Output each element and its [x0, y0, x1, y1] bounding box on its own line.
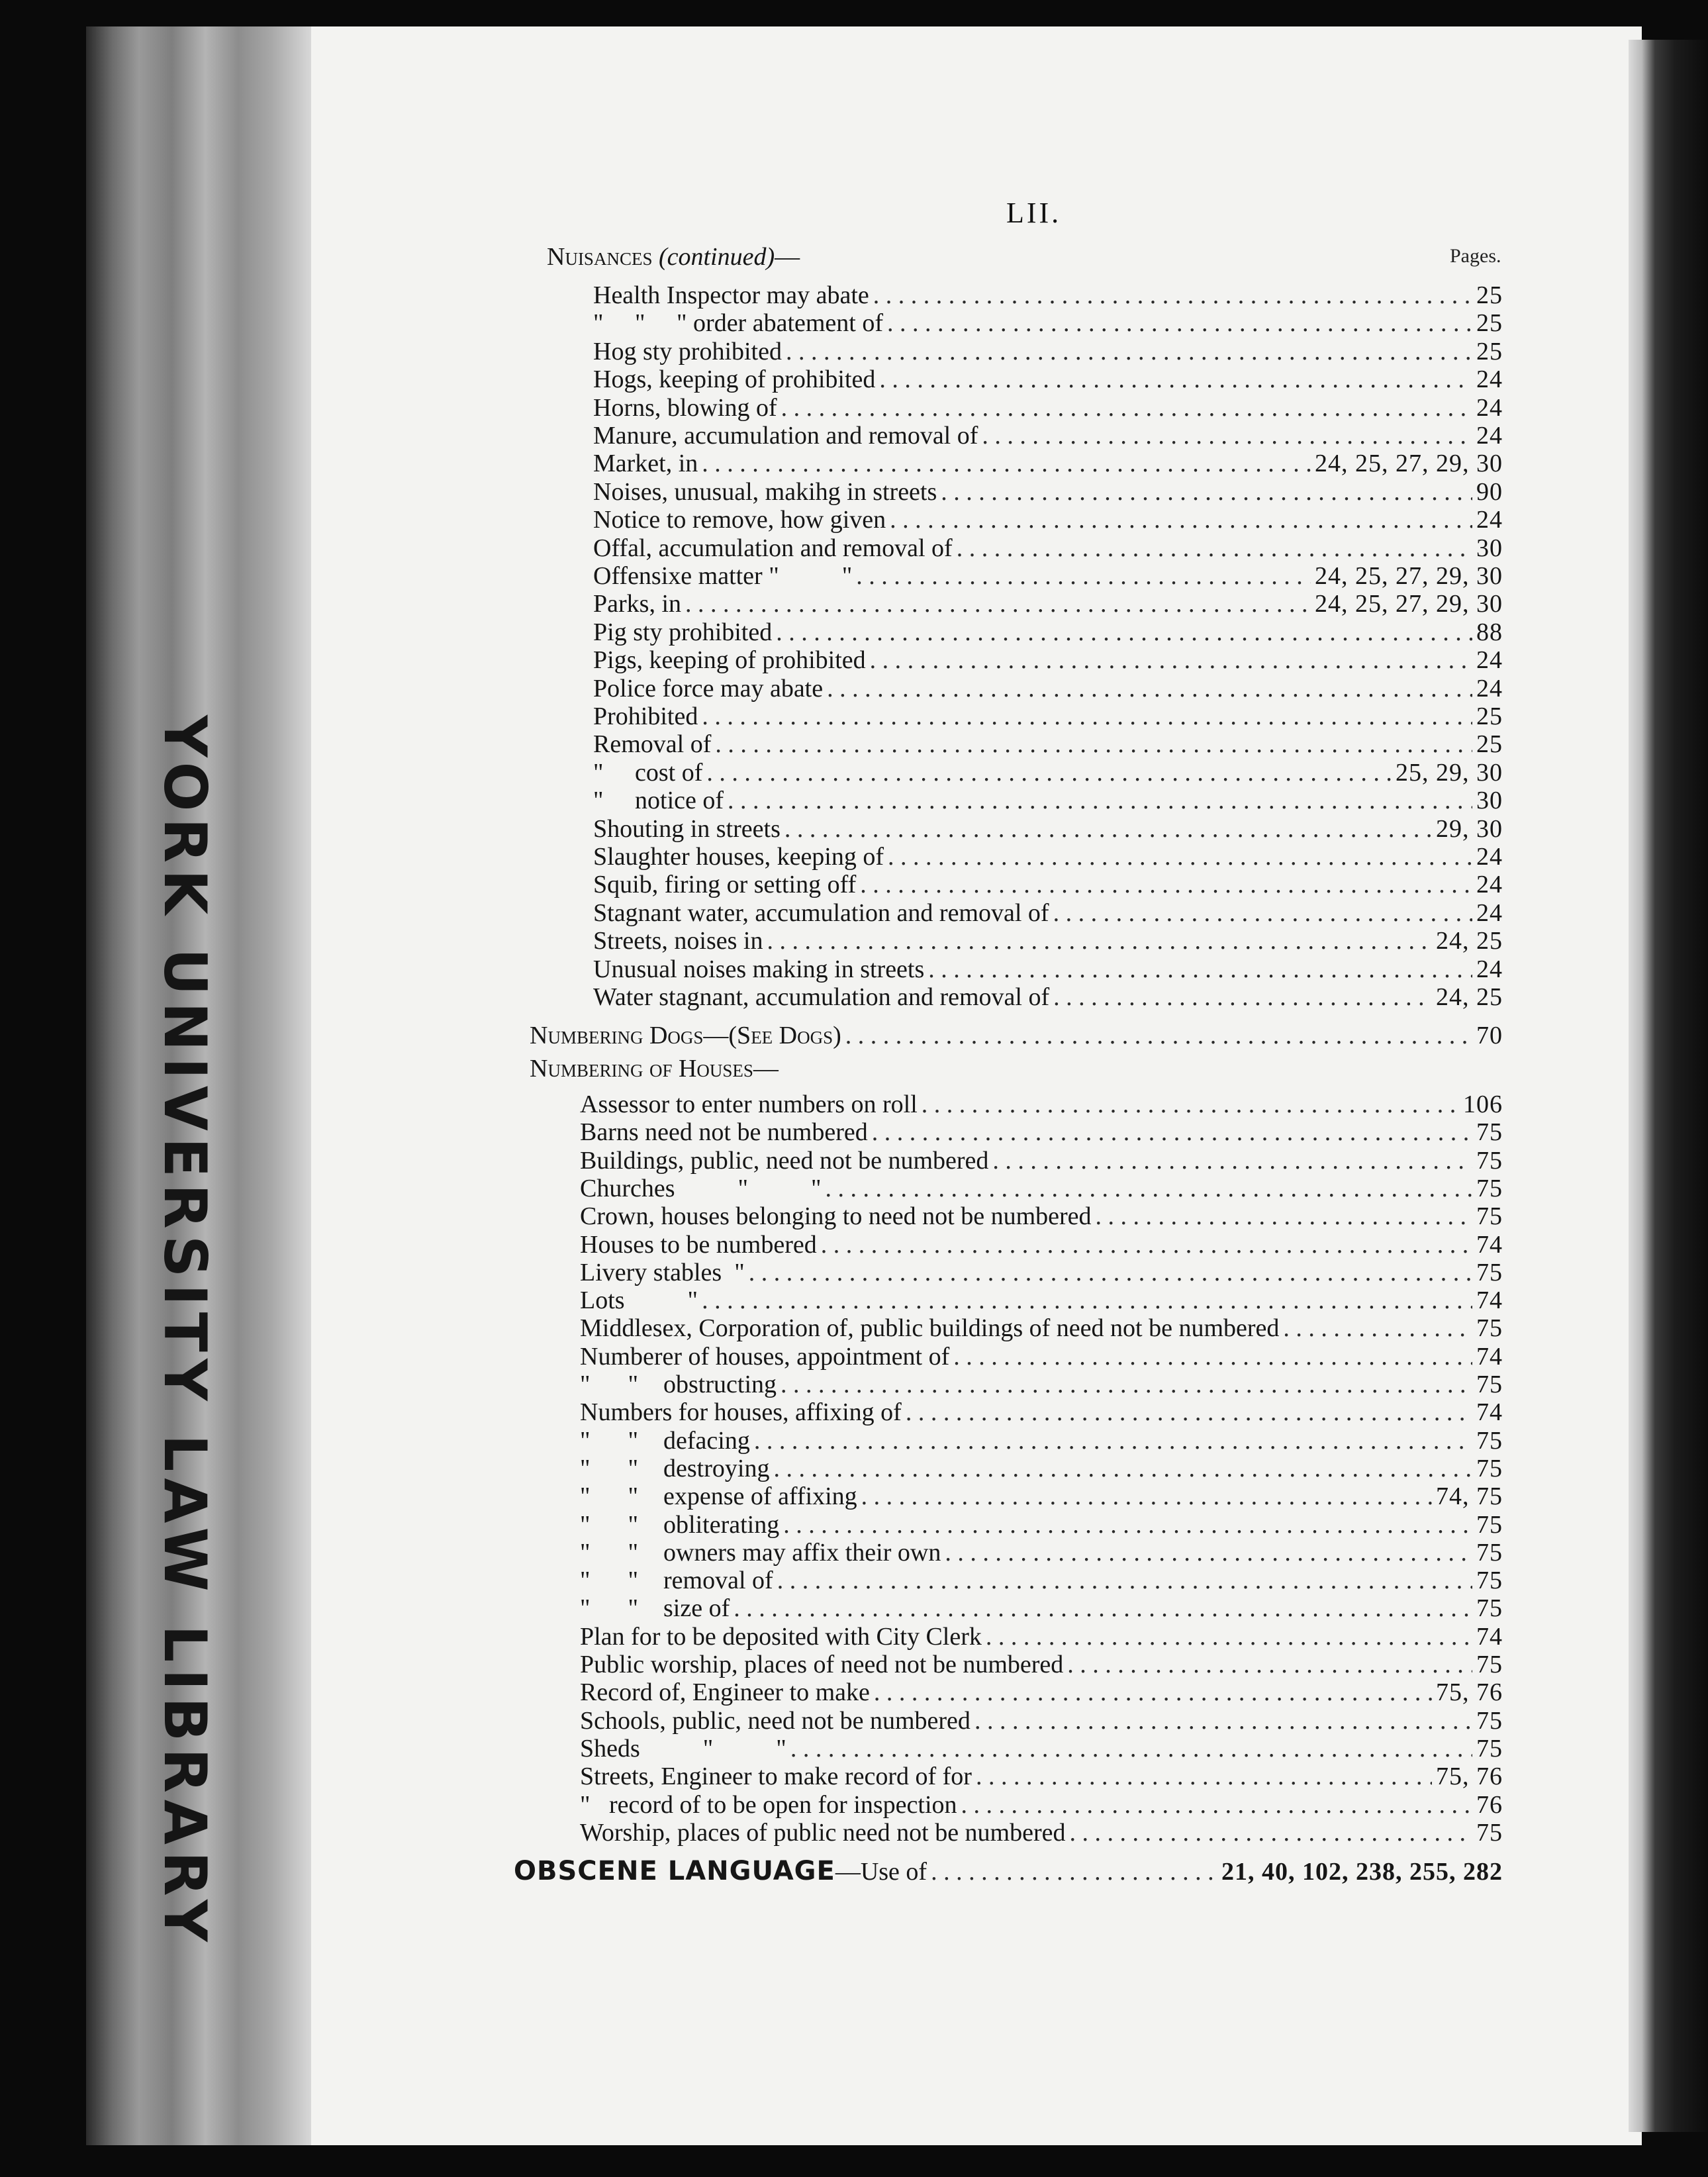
- index-entry: [580, 1426, 1503, 1455]
- leader-dots: [781, 393, 1472, 422]
- entry-text: Numbers for houses, affixing of: [580, 1398, 902, 1427]
- heading-continued: (continued): [658, 243, 775, 271]
- entry-pages: 74: [1476, 1398, 1503, 1427]
- index-entry: [580, 1286, 1503, 1315]
- leader-dots: [888, 842, 1472, 871]
- entry-pages: 74: [1476, 1230, 1503, 1259]
- entry-text: Pigs, keeping of prohibited: [593, 646, 866, 675]
- entry-pages: 75, 76: [1436, 1678, 1503, 1707]
- facing-page-edge: [1629, 40, 1708, 2132]
- index-entry: [580, 1314, 1503, 1343]
- entry-pages: 24, 25, 27, 29, 30: [1315, 590, 1503, 618]
- entry-pages: 24, 25: [1436, 927, 1503, 955]
- entry-pages: 25: [1476, 337, 1503, 365]
- index-entry: [593, 505, 1503, 534]
- leader-dots: [821, 1230, 1472, 1259]
- entry-pages: 24, 25, 27, 29, 30: [1315, 562, 1503, 590]
- leader-dots: [783, 1510, 1472, 1539]
- entry-pages: 25: [1476, 730, 1503, 759]
- leader-dots: [754, 1426, 1472, 1455]
- entry-pages: 24: [1476, 646, 1503, 675]
- leader-dots: [702, 1286, 1472, 1315]
- entry-pages: 25, 29, 30: [1396, 758, 1503, 787]
- leader-dots: [776, 618, 1472, 647]
- entry-text: " " owners may affix their own: [580, 1538, 941, 1567]
- entry-pages: 75: [1476, 1706, 1503, 1735]
- entry-pages: 24: [1476, 506, 1503, 534]
- leader-dots: [826, 1174, 1472, 1203]
- leader-dots: [845, 1021, 1472, 1050]
- index-entry: [580, 1734, 1503, 1763]
- index-entry: [593, 814, 1503, 844]
- entry-pages: 90: [1476, 477, 1503, 506]
- index-entry: [593, 702, 1503, 731]
- leader-dots: [749, 1258, 1472, 1287]
- entry-pages: 75: [1476, 1651, 1503, 1678]
- entry-text: " " obliterating: [580, 1510, 780, 1539]
- index-entry: [580, 1146, 1503, 1175]
- entry-pages: 25: [1476, 281, 1503, 309]
- index-entry: [593, 421, 1503, 450]
- entry-text: " notice of: [593, 787, 724, 815]
- index-entry: [580, 1454, 1503, 1483]
- index-entry: [580, 1650, 1503, 1679]
- entry-pages: 25: [1476, 309, 1503, 338]
- entry-pages: 30: [1476, 534, 1503, 562]
- leader-dots: [941, 477, 1472, 507]
- entry-pages: 75: [1476, 1454, 1503, 1482]
- entry-text: Unusual noises making in streets: [593, 955, 925, 983]
- entry-pages: 30: [1476, 787, 1503, 815]
- index-entry: [593, 337, 1503, 366]
- entry-pages: 75: [1476, 1202, 1503, 1231]
- entry-text: Numberer of houses, appointment of: [580, 1342, 950, 1371]
- entry-text: Slaughter houses, keeping of: [593, 843, 884, 871]
- entry-text: Notice to remove, how given: [593, 506, 886, 534]
- section-heading-nuisances: [547, 242, 800, 271]
- entry-pages: 74: [1476, 1286, 1503, 1315]
- index-entry: [593, 281, 1503, 310]
- entry-text: Health Inspector may abate: [593, 281, 869, 309]
- entry-pages: 21, 40, 102, 238, 255, 282: [1221, 1858, 1503, 1886]
- entry-text: Schools, public, need not be numbered: [580, 1706, 971, 1735]
- leader-dots: [992, 1146, 1472, 1175]
- entry-pages: 74: [1476, 1622, 1503, 1651]
- leader-dots: [1096, 1202, 1472, 1231]
- leader-dots: [1053, 983, 1432, 1012]
- entry-text: Horns, blowing of: [593, 393, 777, 422]
- entry-pages: 75: [1476, 1538, 1503, 1567]
- entry-pages: 25: [1476, 702, 1503, 730]
- index-entry: [580, 1678, 1503, 1707]
- leader-dots: [890, 505, 1472, 534]
- index-entry: [580, 1594, 1503, 1623]
- index-entry: [593, 983, 1503, 1012]
- entry-text: Crown, houses belonging to need not be numbered: [580, 1202, 1092, 1231]
- leader-dots: [1070, 1818, 1472, 1847]
- entry-text: " " size of: [580, 1594, 730, 1623]
- leader-dots: [861, 1482, 1432, 1511]
- index-entry: [580, 1482, 1503, 1511]
- obscene-heading: OBSCENE LANGUAGE: [514, 1856, 835, 1886]
- entry-pages: 70: [1476, 1022, 1503, 1049]
- index-entry: [593, 477, 1503, 507]
- entry-pages: 24: [1476, 843, 1503, 871]
- entry-pages: 74, 75: [1436, 1482, 1503, 1511]
- index-entry: [580, 1538, 1503, 1567]
- entry-text: Assessor to enter numbers on roll: [580, 1090, 918, 1118]
- index-entry: [580, 1790, 1503, 1819]
- leader-dots: [887, 309, 1472, 338]
- entry-text: Offensixe matter " ": [593, 562, 853, 590]
- entry-text: Streets, noises in: [593, 927, 763, 955]
- index-entry-obscene-language: [514, 1857, 1503, 1886]
- entry-pages: 75: [1476, 1594, 1503, 1623]
- entry-pages: 75: [1476, 1734, 1503, 1763]
- leader-dots: [767, 926, 1432, 955]
- leader-dots: [976, 1762, 1432, 1791]
- entry-text: Lots ": [580, 1286, 698, 1315]
- leader-dots: [860, 870, 1472, 899]
- entry-text: Houses to be numbered: [580, 1230, 817, 1259]
- leader-dots: [953, 1342, 1472, 1371]
- leader-dots: [784, 814, 1432, 844]
- index-entry: [593, 730, 1503, 759]
- entry-text: Middlesex, Corporation of, public buildings of need not be numbered: [580, 1314, 1280, 1343]
- index-entry: [580, 1510, 1503, 1539]
- entry-text: " " defacing: [580, 1426, 750, 1455]
- entry-pages: 24: [1476, 365, 1503, 394]
- index-entry: [593, 589, 1503, 618]
- index-entry: [593, 309, 1503, 338]
- leader-dots: [928, 955, 1472, 984]
- index-entry: [593, 674, 1503, 703]
- index-entry: [580, 1818, 1503, 1847]
- entry-pages: 75: [1476, 1371, 1503, 1398]
- leader-dots: [873, 281, 1472, 310]
- leader-dots: [874, 1678, 1432, 1707]
- leader-dots: [685, 589, 1311, 618]
- entry-pages: 75: [1476, 1146, 1503, 1175]
- index-entry: [593, 842, 1503, 871]
- heading-main: Nuisances: [547, 243, 653, 271]
- entry-text: " " expense of affixing: [580, 1482, 857, 1511]
- heading-dash: —: [775, 243, 800, 271]
- entry-text: Worship, places of public need not be numbered: [580, 1818, 1066, 1847]
- entry-text: Hogs, keeping of prohibited: [593, 365, 876, 394]
- entry-text: Parks, in: [593, 590, 681, 618]
- index-entry: [580, 1706, 1503, 1735]
- leader-dots: [872, 1118, 1472, 1147]
- entry-pages: 24: [1476, 393, 1503, 422]
- index-entry: [593, 534, 1503, 563]
- index-entry: [593, 926, 1503, 955]
- entry-text: Streets, Engineer to make record of for: [580, 1763, 972, 1791]
- entry-pages: 75: [1476, 1118, 1503, 1147]
- entry-text: Hog sty prohibited: [593, 337, 782, 365]
- entry-text: " " obstructing: [580, 1371, 777, 1398]
- leader-dots: [856, 561, 1311, 591]
- entry-pages: 74: [1476, 1342, 1503, 1371]
- leader-dots: [945, 1538, 1472, 1567]
- leader-dots: [870, 646, 1472, 675]
- leader-dots: [827, 674, 1472, 703]
- section-heading-numbering-houses: Numbering of Houses—: [530, 1055, 779, 1083]
- index-entry-numbering-dogs: [530, 1021, 1503, 1050]
- index-entry: [580, 1342, 1503, 1371]
- entry-text: Offal, accumulation and removal of: [593, 534, 953, 562]
- index-entry: [593, 561, 1503, 591]
- entry-text: Buildings, public, need not be numbered: [580, 1146, 989, 1175]
- leader-dots: [786, 337, 1472, 366]
- index-entry: [593, 646, 1503, 675]
- leader-dots: [1053, 898, 1472, 928]
- entry-pages: 75: [1476, 1567, 1503, 1595]
- entry-pages: 75: [1476, 1426, 1503, 1455]
- entry-pages: 75: [1476, 1174, 1503, 1202]
- entry-text: Pig sty prohibited: [593, 618, 773, 646]
- entry-text: Manure, accumulation and removal of: [593, 422, 978, 450]
- entry-text: Prohibited: [593, 702, 698, 730]
- entry-pages: 76: [1476, 1790, 1503, 1819]
- index-entry: [580, 1566, 1503, 1595]
- index-entry: [580, 1370, 1503, 1399]
- leader-dots: [702, 702, 1472, 731]
- entry-pages: 106: [1463, 1090, 1503, 1118]
- leader-dots: [982, 421, 1472, 450]
- leader-dots: [922, 1090, 1459, 1119]
- entry-text: Shouting in streets: [593, 814, 781, 843]
- index-entry: [593, 786, 1503, 815]
- entry-text: Removal of: [593, 730, 712, 759]
- leader-dots: [961, 1790, 1473, 1819]
- index-entry: [593, 618, 1503, 647]
- entry-text: Numbering Dogs—(See Dogs): [530, 1022, 841, 1049]
- entry-text: " " destroying: [580, 1454, 770, 1482]
- entry-text: Stagnant water, accumulation and removal of: [593, 898, 1049, 927]
- entry-text: Livery stables ": [580, 1258, 745, 1286]
- entry-text: " record of to be open for inspection: [580, 1790, 957, 1819]
- leader-dots: [931, 1857, 1217, 1886]
- leader-dots: [790, 1734, 1472, 1763]
- index-entry: [580, 1398, 1503, 1427]
- entry-text: Water stagnant, accumulation and removal of: [593, 983, 1050, 1011]
- index-entry: [593, 365, 1503, 394]
- entry-text: Churches " ": [580, 1174, 822, 1202]
- entry-pages: 24, 25, 27, 29, 30: [1315, 450, 1503, 478]
- entry-pages: 75: [1476, 1314, 1503, 1343]
- entry-text: Record of, Engineer to make: [580, 1678, 870, 1707]
- entry-pages: 24: [1476, 422, 1503, 450]
- entry-pages: 75: [1476, 1818, 1503, 1847]
- leader-dots: [879, 365, 1472, 394]
- index-entry: [593, 955, 1503, 984]
- leader-dots: [715, 730, 1472, 759]
- leader-dots: [702, 449, 1311, 478]
- leader-dots: [974, 1706, 1472, 1735]
- entry-text: Squib, firing or setting off: [593, 871, 857, 899]
- entry-pages: 24: [1476, 871, 1503, 899]
- index-entry: [593, 898, 1503, 928]
- entry-text: " " removal of: [580, 1567, 773, 1595]
- leader-dots: [728, 786, 1472, 815]
- leader-dots: [773, 1454, 1472, 1483]
- leader-dots: [781, 1370, 1472, 1399]
- index-entry: [593, 449, 1503, 478]
- leader-dots: [957, 534, 1472, 563]
- leader-dots: [777, 1566, 1472, 1595]
- entry-pages: 24, 25: [1436, 983, 1503, 1011]
- index-entry: [580, 1230, 1503, 1259]
- leader-dots: [906, 1398, 1472, 1427]
- page-number: LII.: [1006, 197, 1062, 229]
- index-entry: [580, 1258, 1503, 1287]
- entry-text: Barns need not be numbered: [580, 1118, 868, 1147]
- entry-text: Plan for to be deposited with City Clerk: [580, 1622, 982, 1651]
- leader-dots: [734, 1594, 1472, 1623]
- index-entry: [580, 1090, 1503, 1119]
- entry-text: Police force may abate: [593, 674, 824, 702]
- entry-text: Sheds " ": [580, 1734, 786, 1763]
- leader-dots: [1067, 1650, 1472, 1679]
- entry-pages: 24: [1476, 674, 1503, 702]
- entry-text: Noises, unusual, makihg in streets: [593, 477, 937, 506]
- entry-pages: 24: [1476, 898, 1503, 927]
- index-entry: [593, 870, 1503, 899]
- entry-text: Public worship, places of need not be numbered: [580, 1651, 1064, 1678]
- entry-text: " cost of: [593, 758, 703, 787]
- entry-pages: 75: [1476, 1510, 1503, 1539]
- entry-text: Market, in: [593, 450, 698, 478]
- leader-dots: [706, 758, 1392, 787]
- entry-pages: 75, 76: [1436, 1763, 1503, 1791]
- leader-dots: [1283, 1314, 1472, 1343]
- index-entry: [580, 1118, 1503, 1147]
- index-entry: [593, 393, 1503, 422]
- entry-pages: 24: [1476, 955, 1503, 983]
- obscene-text: —Use of: [835, 1858, 927, 1886]
- spine-label: YORK UNIVERSITY LAW LIBRARY: [151, 715, 219, 1949]
- index-entry: [580, 1622, 1503, 1651]
- index-entry: [580, 1202, 1503, 1231]
- entry-pages: 29, 30: [1436, 814, 1503, 843]
- entry-text: " " " order abatement of: [593, 309, 884, 338]
- entry-pages: 88: [1476, 618, 1503, 646]
- pages-column-header: Pages.: [1450, 245, 1501, 267]
- entry-pages: 75: [1476, 1258, 1503, 1286]
- index-entry: [593, 758, 1503, 787]
- leader-dots: [986, 1622, 1472, 1651]
- index-entry: [580, 1174, 1503, 1203]
- index-entry: [580, 1762, 1503, 1791]
